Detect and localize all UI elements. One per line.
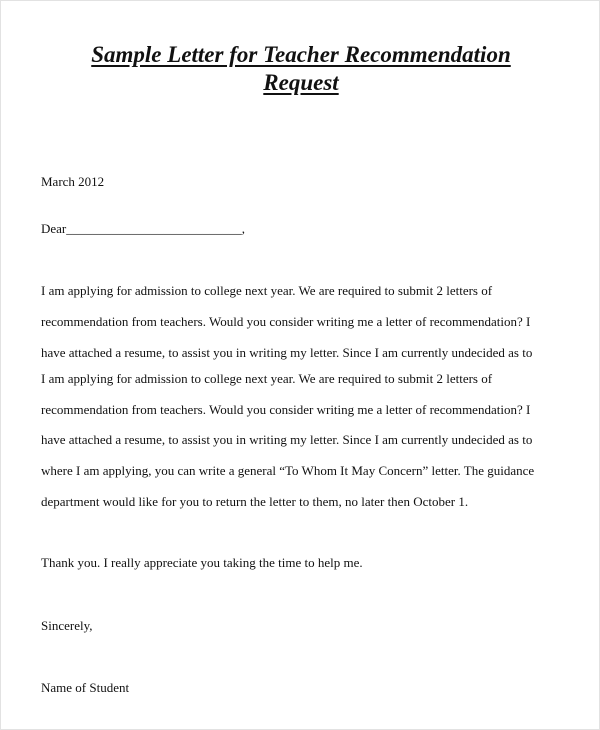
- body-line-1: I am applying for admission to college next year. We are required to submit 2 letters of: [41, 283, 493, 298]
- letter-date: March 2012: [41, 174, 105, 189]
- body-line-3: have attached a resume, to assist you in writing my letter. Since I am currently undecided as to: [41, 345, 533, 360]
- body-line-7: where I am applying, you can write a general “To Whom It May Concern” letter. The guidance: [41, 463, 535, 478]
- letter-title-line-1: Sample Letter for Teacher Recommendation: [91, 42, 511, 67]
- letter-title-line-2: Request: [263, 70, 339, 95]
- letter-signature: Name of Student: [41, 680, 130, 695]
- body-line-8: department would like for you to return the letter to them, no later then October 1.: [41, 494, 469, 509]
- body-line-6: have attached a resume, to assist you in writing my letter. Since I am currently undecided as to: [41, 432, 533, 447]
- body-line-2: recommendation from teachers. Would you consider writing me a letter of recommendation? I: [41, 314, 531, 329]
- body-line-5: recommendation from teachers. Would you consider writing me a letter of recommendation? I: [41, 402, 531, 417]
- letter-closing: Sincerely,: [41, 618, 93, 633]
- letter-salutation: Dear___________________________,: [41, 221, 246, 236]
- letter-thanks: Thank you. I really appreciate you taking the time to help me.: [41, 555, 363, 570]
- body-line-4: I am applying for admission to college next year. We are required to submit 2 letters of: [41, 371, 493, 386]
